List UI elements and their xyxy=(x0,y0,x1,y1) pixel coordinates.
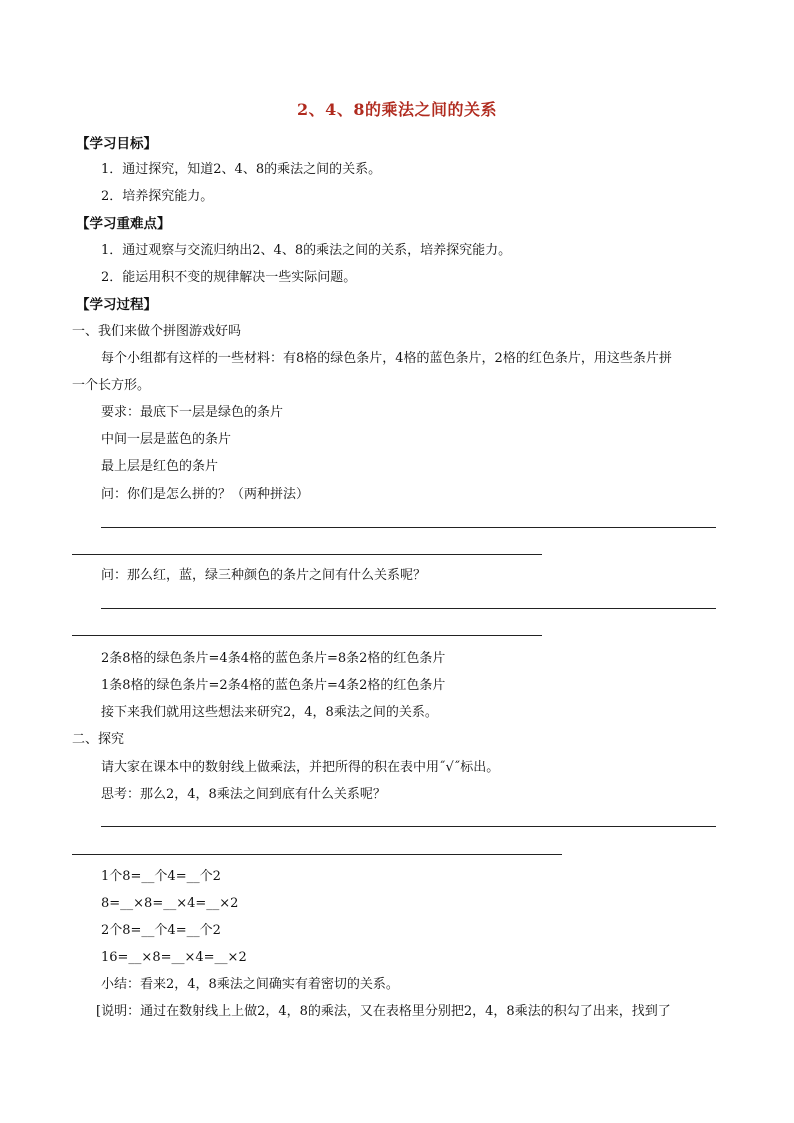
process-heading: 【学习过程】 xyxy=(76,297,157,313)
part1-paragraph-line2: 一个长方形。 xyxy=(72,378,151,393)
question-line: 问：你们是怎么拼的？（两种拼法） xyxy=(101,487,310,502)
note-line: [说明：通过在数射线上上做2，4，8的乘法，又在表格里分别把2，4，8乘法的积勾了出来，找到了 xyxy=(96,1004,671,1019)
answer-blank-line[interactable] xyxy=(72,854,562,855)
fill-in-equation: 8=__×8=__×4=__×2 xyxy=(101,896,239,911)
transition-line: 接下来我们就用这些想法来研究2，4，8乘法之间的关系。 xyxy=(101,705,438,720)
fill-in-equation: 2个8=__个4=__个2 xyxy=(101,923,221,938)
key-point-item: 2．能运用积不变的规律解决一些实际问题。 xyxy=(101,270,357,285)
answer-blank-line[interactable] xyxy=(101,826,716,827)
requirement-line: 要求：最底下一层是绿色的条片 xyxy=(101,405,284,420)
requirement-line: 中间一层是蓝色的条片 xyxy=(101,432,232,447)
answer-blank-line[interactable] xyxy=(101,608,716,609)
key-points-heading: 【学习重难点】 xyxy=(76,216,171,232)
part1-title: 一、我们来做个拼图游戏好吗 xyxy=(72,324,242,339)
answer-blank-line[interactable] xyxy=(72,554,542,555)
question-line: 问：那么红，蓝，绿三种颜色的条片之间有什么关系呢？ xyxy=(101,568,427,583)
summary-line: 小结：看来2，4，8乘法之间确实有着密切的关系。 xyxy=(101,977,399,992)
answer-line: 2条8格的绿色条片=4条4格的蓝色条片=8条2格的红色条片 xyxy=(101,651,446,666)
part2-title: 二、探究 xyxy=(72,732,125,747)
answer-line: 1条8格的绿色条片=2条4格的蓝色条片=4条2格的红色条片 xyxy=(101,678,446,693)
key-point-item: 1．通过观察与交流归纳出2、4、8的乘法之间的关系，培养探究能力。 xyxy=(101,243,512,258)
objective-item: 2．培养探究能力。 xyxy=(101,189,214,204)
think-line: 思考：那么2，4，8乘法之间到底有什么关系呢？ xyxy=(101,787,386,802)
answer-blank-line[interactable] xyxy=(72,635,542,636)
fill-in-equation: 1个8=__个4=__个2 xyxy=(101,869,221,884)
objective-item: 1．通过探究，知道2、4、8的乘法之间的关系。 xyxy=(101,162,382,177)
answer-blank-line[interactable] xyxy=(101,527,716,528)
objectives-heading: 【学习目标】 xyxy=(76,136,157,152)
document-title: 2、4、8的乘法之间的关系 xyxy=(297,100,497,119)
fill-in-equation: 16=__×8=__×4=__×2 xyxy=(101,950,247,965)
part1-paragraph-line1: 每个小组都有这样的一些材料：有8格的绿色条片，4格的蓝色条片，2格的红色条片，用这些条片拼 xyxy=(101,351,672,366)
instruction-line: 请大家在课本中的数射线上做乘法，并把所得的积在表中用˝√˝标出。 xyxy=(101,760,500,775)
requirement-line: 最上层是红色的条片 xyxy=(101,459,219,474)
